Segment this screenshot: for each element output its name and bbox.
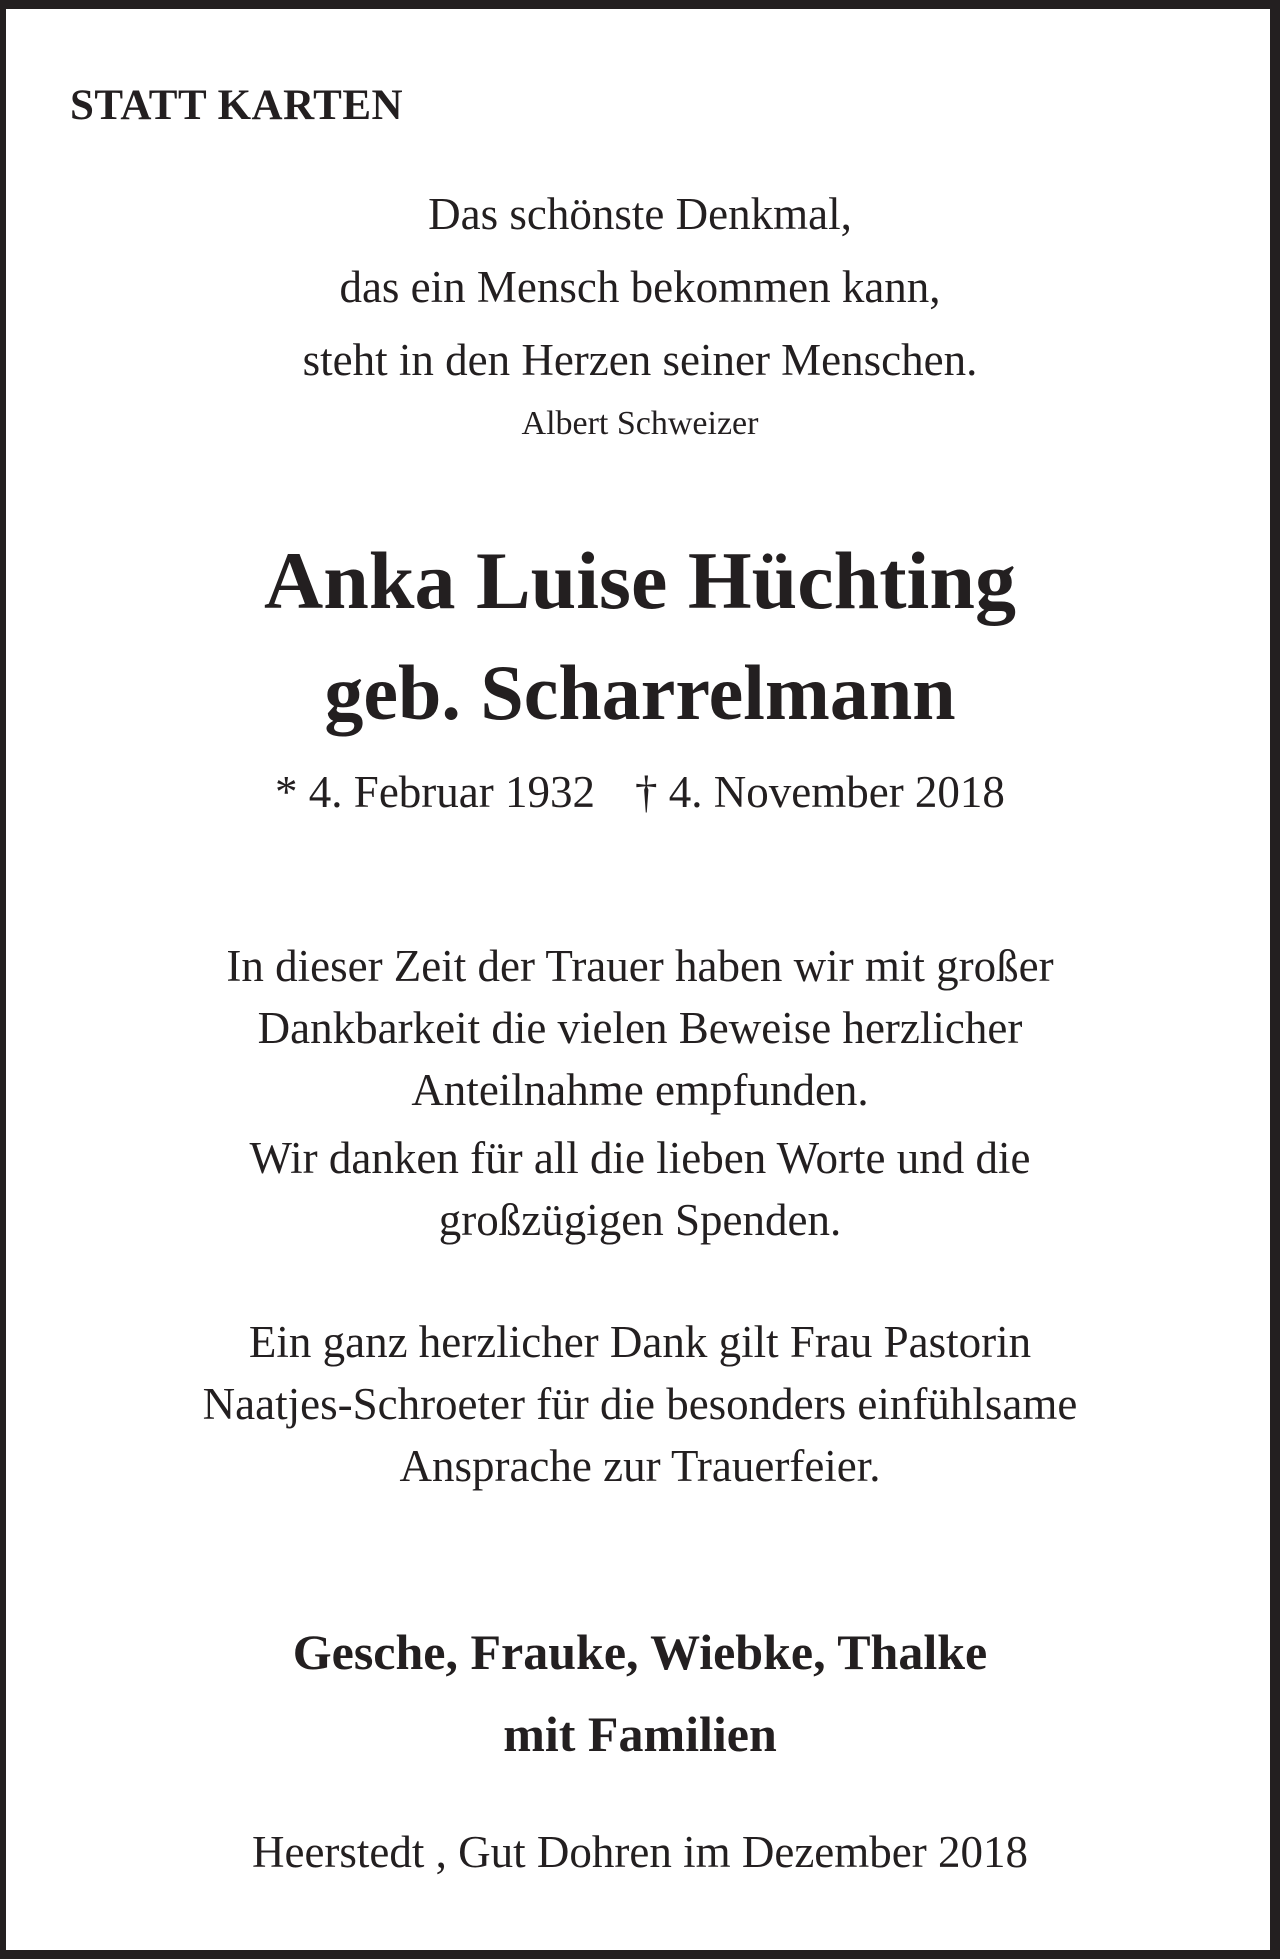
notice-header: STATT KARTEN [70,82,404,129]
quote-author: Albert Schweizer [521,405,759,442]
message-p3-line-3: Ansprache zur Trauerfeier. [399,1441,881,1491]
life-dates [0,767,1280,817]
death-date: † 4. November 2018 [635,767,1005,817]
quote-line-3: steht in den Herzen seiner Menschen. [302,335,978,385]
message-p3-line-2: Naatjes-Schroeter für die besonders einfühlsame [202,1379,1078,1429]
message-p1-line-1: In dieser Zeit der Trauer haben wir mit großer [226,941,1054,991]
message-p3-line-1: Ein ganz herzlicher Dank gilt Frau Pastorin [248,1317,1032,1367]
deceased-name: Anka Luise Hüchting [264,535,1016,626]
quote-line-1: Das schönste Denkmal, [428,189,852,239]
message-p2-line-2: großzügigen Spenden. [438,1195,842,1245]
deceased-maiden-name: geb. Scharrelmann [324,649,956,736]
place-and-date: Heerstedt , Gut Dohren im Dezember 2018 [251,1827,1028,1877]
message-p1-line-3: Anteilnahme empfunden. [411,1065,869,1115]
message-p1-line-2: Dankbarkeit die vielen Beweise herzlicher [257,1003,1023,1053]
message-p2-line-1: Wir danken für all die lieben Worte und die [249,1133,1031,1183]
signers-line-1: Gesche, Frauke, Wiebke, Thalke [292,1624,988,1680]
birth-date: * 4. Februar 1932 [275,767,595,817]
quote-line-2: das ein Mensch bekommen kann, [339,262,941,312]
signers-line-2: mit Familien [503,1706,777,1762]
